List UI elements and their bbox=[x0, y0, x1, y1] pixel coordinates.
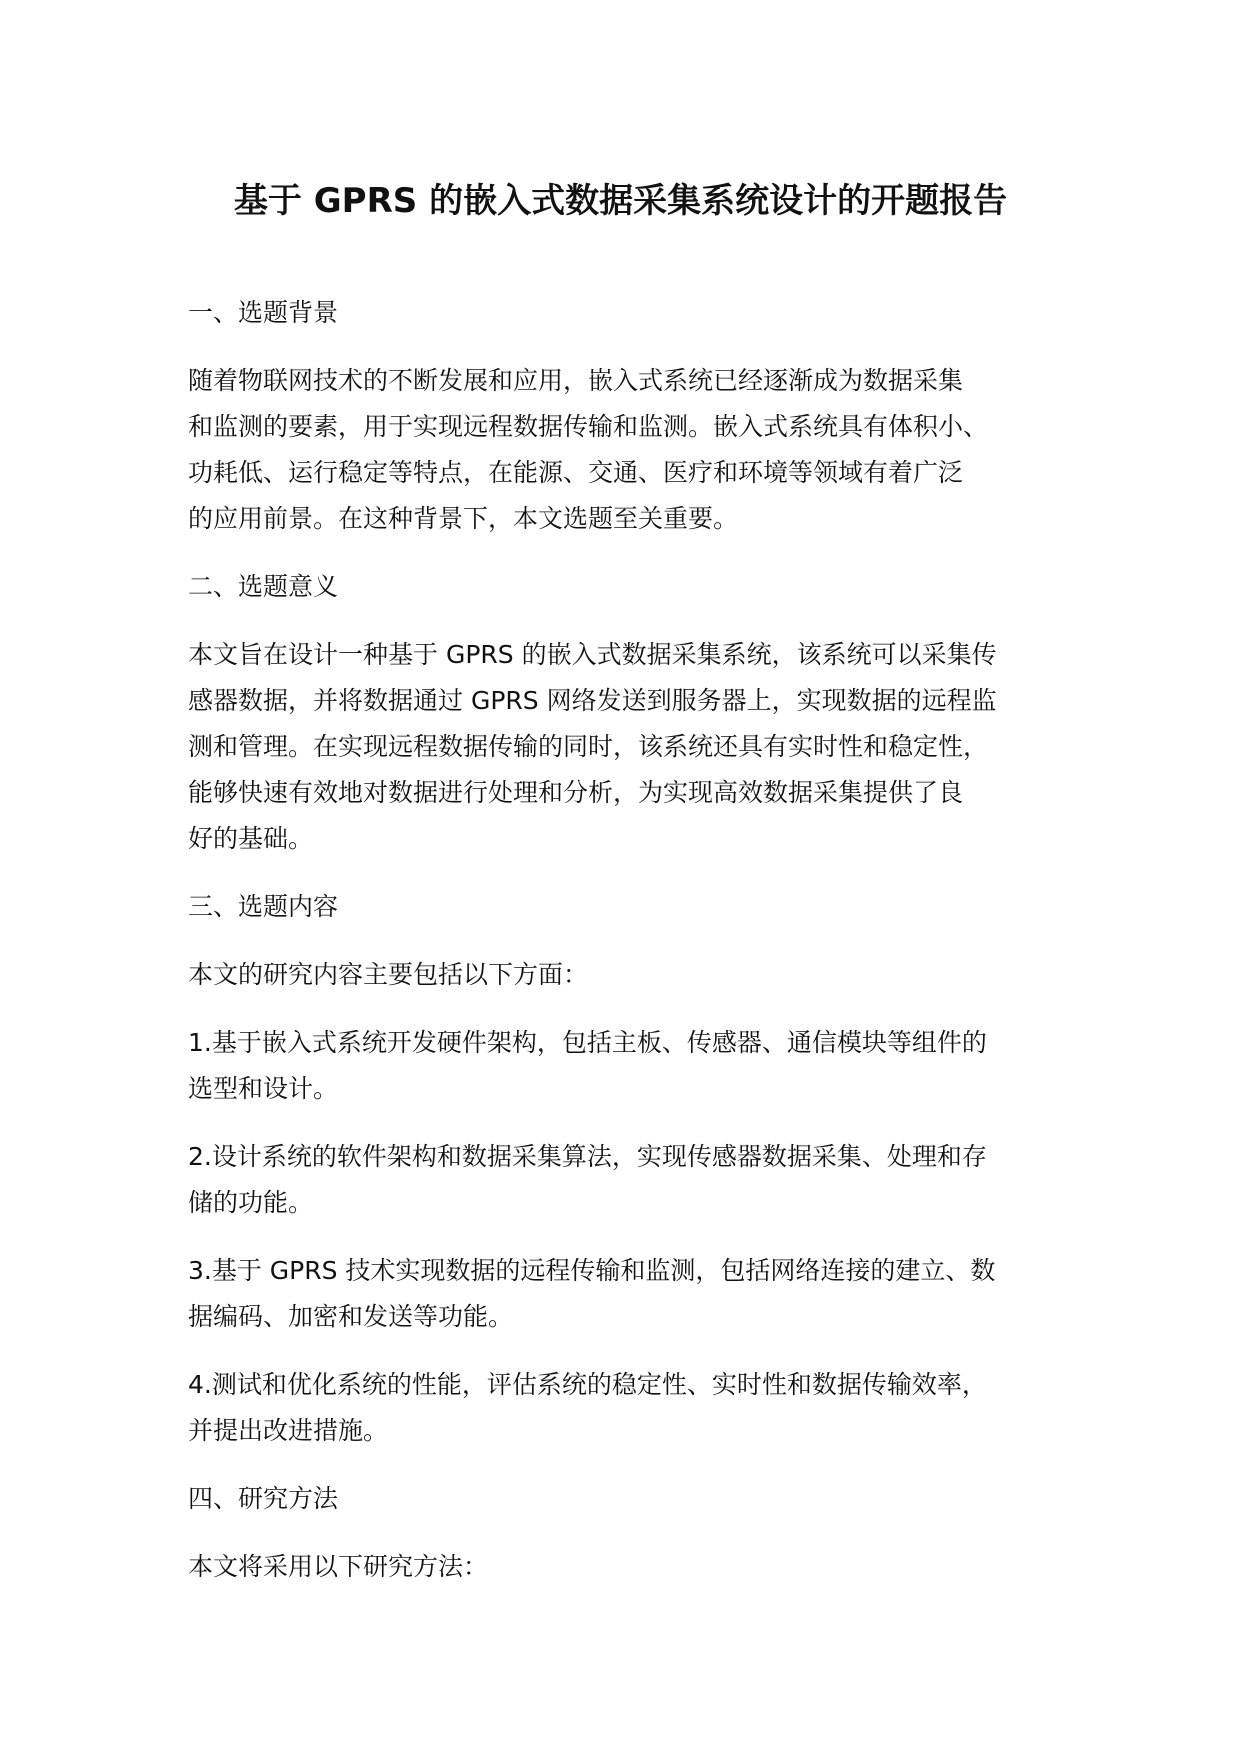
section-heading-significance: 二、选题意义 bbox=[188, 572, 339, 601]
list-item-1 bbox=[188, 1020, 1088, 1112]
text-line: 和监测的要素，用于实现远程数据传输和监测。嵌入式系统具有体积小、 bbox=[188, 412, 989, 441]
document-body bbox=[188, 290, 1088, 1612]
list-item-4 bbox=[188, 1362, 1088, 1454]
text-line: 好的基础。 bbox=[188, 824, 314, 853]
text-line: 选型和设计。 bbox=[188, 1074, 339, 1103]
document-title: 基于 GPRS 的嵌入式数据采集系统设计的开题报告 bbox=[233, 181, 1008, 221]
text-line: 本文旨在设计一种基于 GPRS 的嵌入式数据采集系统，该系统可以采集传 bbox=[188, 640, 997, 669]
paragraph-significance bbox=[188, 632, 1088, 862]
section-heading-background: 一、选题背景 bbox=[188, 298, 339, 327]
text-line: 3.基于 GPRS 技术实现数据的远程传输和监测，包括网络连接的建立、数 bbox=[188, 1256, 996, 1285]
text-line: 随着物联网技术的不断发展和应用，嵌入式系统已经逐渐成为数据采集 bbox=[188, 366, 964, 395]
text-line: 功耗低、运行稳定等特点，在能源、交通、医疗和环境等领域有着广泛 bbox=[188, 458, 964, 487]
section-heading-content: 三、选题内容 bbox=[188, 892, 339, 921]
text-line: 能够快速有效地对数据进行处理和分析，为实现高效数据采集提供了良 bbox=[188, 778, 964, 807]
text-line: 2.设计系统的软件架构和数据采集算法，实现传感器数据采集、处理和存 bbox=[188, 1142, 987, 1171]
paragraph-background bbox=[188, 358, 1088, 542]
text-line: 的应用前景。在这种背景下，本文选题至关重要。 bbox=[188, 504, 739, 533]
section-heading-method: 四、研究方法 bbox=[188, 1484, 339, 1513]
list-item-3 bbox=[188, 1248, 1088, 1340]
text-line: 测和管理。在实现远程数据传输的同时，该系统还具有实时性和稳定性， bbox=[188, 732, 989, 761]
paragraph-content-intro: 本文的研究内容主要包括以下方面： bbox=[188, 960, 589, 989]
text-line: 据编码、加密和发送等功能。 bbox=[188, 1302, 514, 1331]
text-line: 4.测试和优化系统的性能，评估系统的稳定性、实时性和数据传输效率， bbox=[188, 1370, 987, 1399]
text-line: 1.基于嵌入式系统开发硬件架构，包括主板、传感器、通信模块等组件的 bbox=[188, 1028, 987, 1057]
paragraph-method-intro: 本文将采用以下研究方法： bbox=[188, 1552, 489, 1581]
list-item-2 bbox=[188, 1134, 1088, 1226]
text-line: 储的功能。 bbox=[188, 1188, 314, 1217]
text-line: 并提出改进措施。 bbox=[188, 1416, 389, 1445]
text-line: 感器数据，并将数据通过 GPRS 网络发送到服务器上，实现数据的远程监 bbox=[188, 686, 997, 715]
